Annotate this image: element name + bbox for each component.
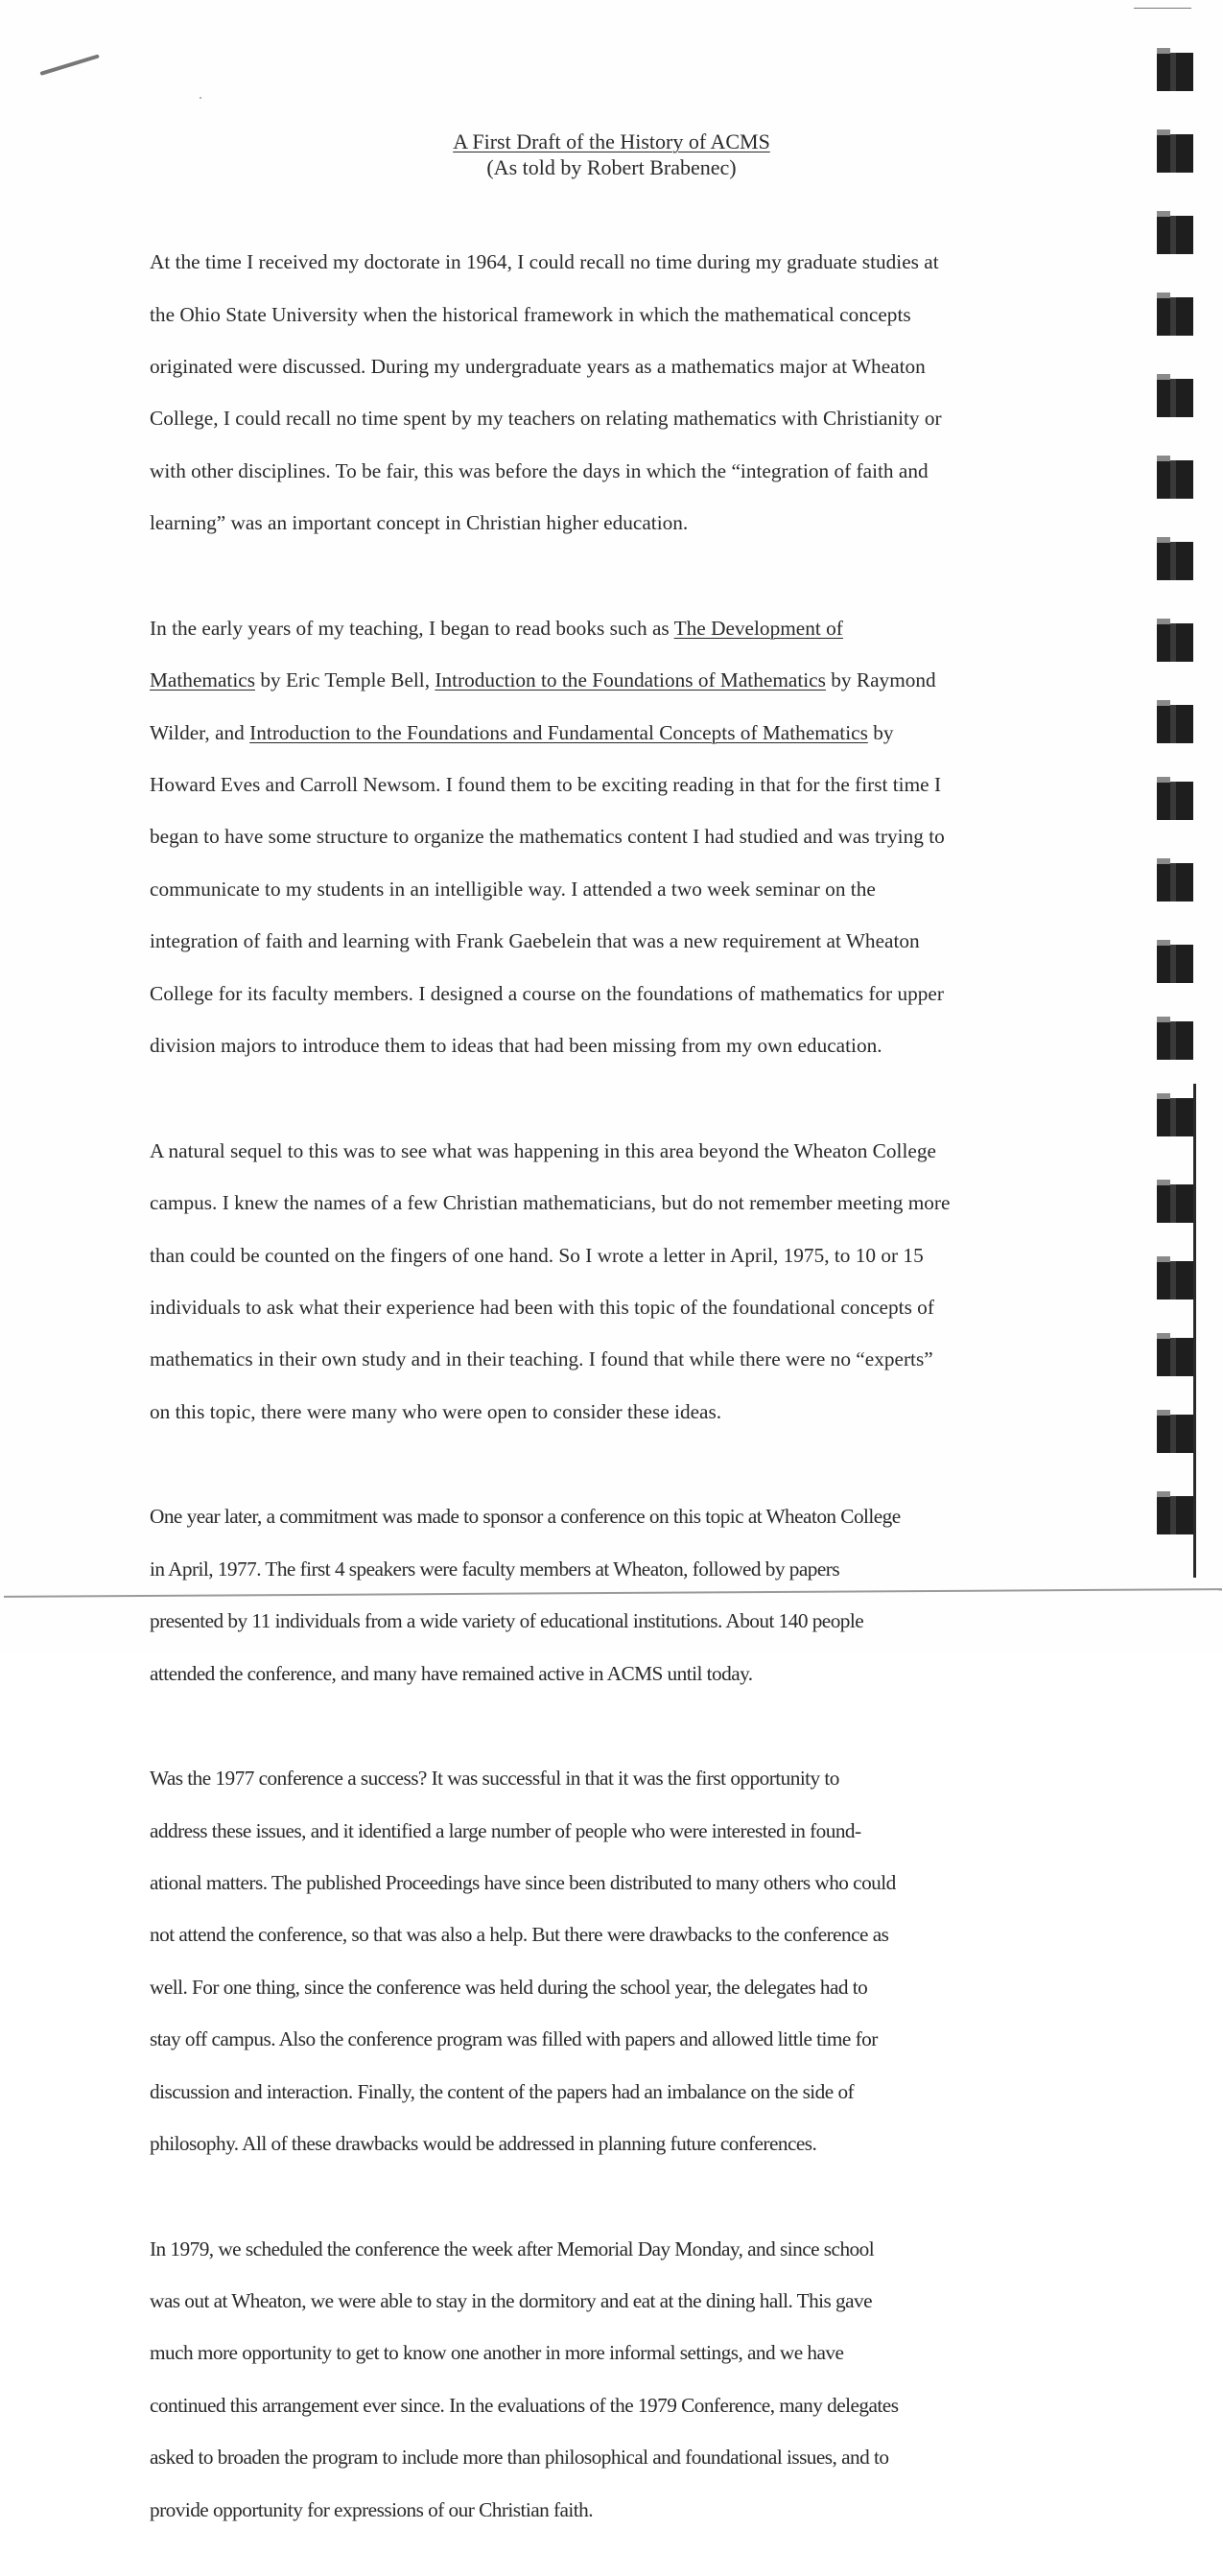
- text-line: much more opportunity to get to know one another in more informal settings, and we have: [150, 2341, 844, 2365]
- text-line: not attend the conference, so that was also a help. But there were drawbacks to the conference as: [150, 1923, 889, 1947]
- text-line: was out at Wheaton, we were able to stay in the dormitory and eat at the dining hall. This gave: [150, 2289, 873, 2313]
- text-line: presented by 11 individuals from a wide variety of educational institutions. About 140 people: [150, 1609, 864, 1633]
- text-line: In 1979, we scheduled the conference the week after Memorial Day Monday, and since school: [150, 2236, 875, 2260]
- binding-tab: [1157, 1415, 1193, 1453]
- binding-tab: [1157, 1261, 1193, 1300]
- binding-tab: [1157, 379, 1193, 417]
- text-line: communicate to my students in an intelligible way. I attended a two week seminar on the: [150, 877, 876, 901]
- text-segment: by Raymond: [825, 668, 936, 692]
- binding-tab: [1157, 945, 1193, 983]
- text-line: attended the conference, and many have remained active in ACMS until today.: [150, 1661, 753, 1685]
- text-line: provide opportunity for expressions of our Christian faith.: [150, 2497, 594, 2521]
- binding-tab: [1157, 782, 1193, 820]
- pen-mark: [39, 54, 99, 76]
- binding-tab: [1157, 863, 1193, 902]
- paragraph-2: [150, 590, 1090, 1086]
- text-line: stay off campus. Also the conference program was filled with papers and allowed little time for: [150, 2027, 878, 2051]
- text-line: [150, 667, 1090, 693]
- text-line: At the time I received my doctorate in 1964, I could recall no time during my graduate studies at: [150, 250, 939, 274]
- text-line: College for its faculty members. I designed a course on the foundations of mathematics for upper: [150, 981, 944, 1005]
- text-line: discussion and interaction. Finally, the content of the papers had an imbalance on the side of: [150, 2079, 855, 2103]
- text-segment: by Eric Temple Bell,: [255, 668, 435, 692]
- paragraph-3: [150, 1112, 1090, 1452]
- binding-tab: [1157, 705, 1193, 743]
- binding-tab: [1157, 1098, 1193, 1136]
- text-line: originated were discussed. During my undergraduate years as a mathematics major at Wheaton: [150, 355, 926, 379]
- text-line: individuals to ask what their experience had been with this topic of the foundational concepts of: [150, 1295, 934, 1319]
- text-line: in April, 1977. The first 4 speakers were faculty members at Wheaton, followed by papers: [150, 1557, 840, 1581]
- text-line: on this topic, there were many who were open to consider these ideas.: [150, 1399, 722, 1423]
- text-segment: In the early years of my teaching, I began to read books such as: [150, 616, 674, 640]
- binding-tab: [1157, 297, 1193, 336]
- binding-tab: [1157, 1021, 1193, 1060]
- comb-binding: [1151, 0, 1223, 1654]
- text-line: continued this arrangement ever since. In the evaluations of the 1979 Conference, many delegates: [150, 2393, 899, 2417]
- text-line: address these issues, and it identified a large number of people who were interested in found-: [150, 1818, 861, 1842]
- binding-tab: [1157, 460, 1193, 499]
- document-title: A First Draft of the History of ACMS: [453, 129, 770, 153]
- book-title-development-of-mathematics: The Development of: [673, 616, 843, 640]
- text-line: campus. I knew the names of a few Christian mathematicians, but do not remember meeting more: [150, 1191, 951, 1215]
- text-line: with other disciplines. To be fair, this was before the days in which the “integration of faith and: [150, 458, 929, 482]
- paragraph-5: [150, 1740, 1090, 2183]
- scan-speck: [200, 97, 201, 99]
- text-line: than could be counted on the fingers of one hand. So I wrote a letter in April, 1975, to 10 or 15: [150, 1243, 924, 1267]
- binding-spine: [1193, 1084, 1196, 1578]
- text-segment: by: [867, 720, 894, 744]
- document-subtitle: (As told by Robert Brabenec): [486, 155, 737, 179]
- book-title-intro-foundations-fundamental-concepts: Introduction to the Foundations and Fundamental Concepts of Mathematics: [249, 720, 868, 744]
- document-body: [150, 223, 1090, 2576]
- book-title-development-of-mathematics-cont: Mathematics: [150, 668, 255, 692]
- text-line: One year later, a commitment was made to sponsor a conference on this topic at Wheaton College: [150, 1505, 901, 1529]
- text-line: division majors to introduce them to ideas that had been missing from my own education.: [150, 1034, 882, 1058]
- text-line: Howard Eves and Carroll Newsom. I found them to be exciting reading in that for the first time I: [150, 773, 942, 797]
- binding-tab: [1157, 623, 1193, 662]
- text-line: mathematics in their own study and in their teaching. I found that while there were no “experts”: [150, 1347, 933, 1371]
- binding-tab: [1157, 1496, 1193, 1534]
- text-line: [150, 616, 1090, 642]
- text-line: [150, 720, 1090, 746]
- text-line: learning” was an important concept in Christian higher education.: [150, 511, 689, 535]
- text-line: Was the 1977 conference a success? It was successful in that it was the first opportunity to: [150, 1767, 839, 1791]
- binding-tab: [1157, 1338, 1193, 1376]
- text-line: well. For one thing, since the conference was held during the school year, the delegates had to: [150, 1975, 868, 1999]
- text-line: integration of faith and learning with Frank Gaebelein that was a new requirement at Wheaton: [150, 929, 920, 953]
- binding-tab: [1157, 1184, 1193, 1223]
- text-line: asked to broaden the program to include more than philosophical and foundational issues, and to: [150, 2446, 889, 2470]
- binding-tab: [1157, 53, 1193, 91]
- paragraph-1: [150, 223, 1090, 563]
- book-title-intro-foundations: Introduction to the Foundations of Mathematics: [435, 668, 826, 692]
- text-line: the Ohio State University when the historical framework in which the mathematical concepts: [150, 302, 911, 326]
- paragraph-6: [150, 2210, 1090, 2549]
- binding-tab: [1157, 542, 1193, 580]
- title-block: [0, 129, 1223, 180]
- binding-tab: [1157, 134, 1193, 173]
- text-segment: Wilder, and: [150, 720, 250, 744]
- text-line: ational matters. The published Proceedings have since been distributed to many others who could: [150, 1870, 896, 1894]
- text-line: College, I could recall no time spent by my teachers on relating mathematics with Christianity or: [150, 407, 942, 431]
- text-line: philosophy. All of these drawbacks would be addressed in planning future conferences.: [150, 2132, 817, 2156]
- text-line: A natural sequel to this was to see what was happening in this area beyond the Wheaton College: [150, 1138, 936, 1162]
- text-line: began to have some structure to organize the mathematics content I had studied and was trying to: [150, 825, 945, 849]
- binding-tab: [1157, 216, 1193, 254]
